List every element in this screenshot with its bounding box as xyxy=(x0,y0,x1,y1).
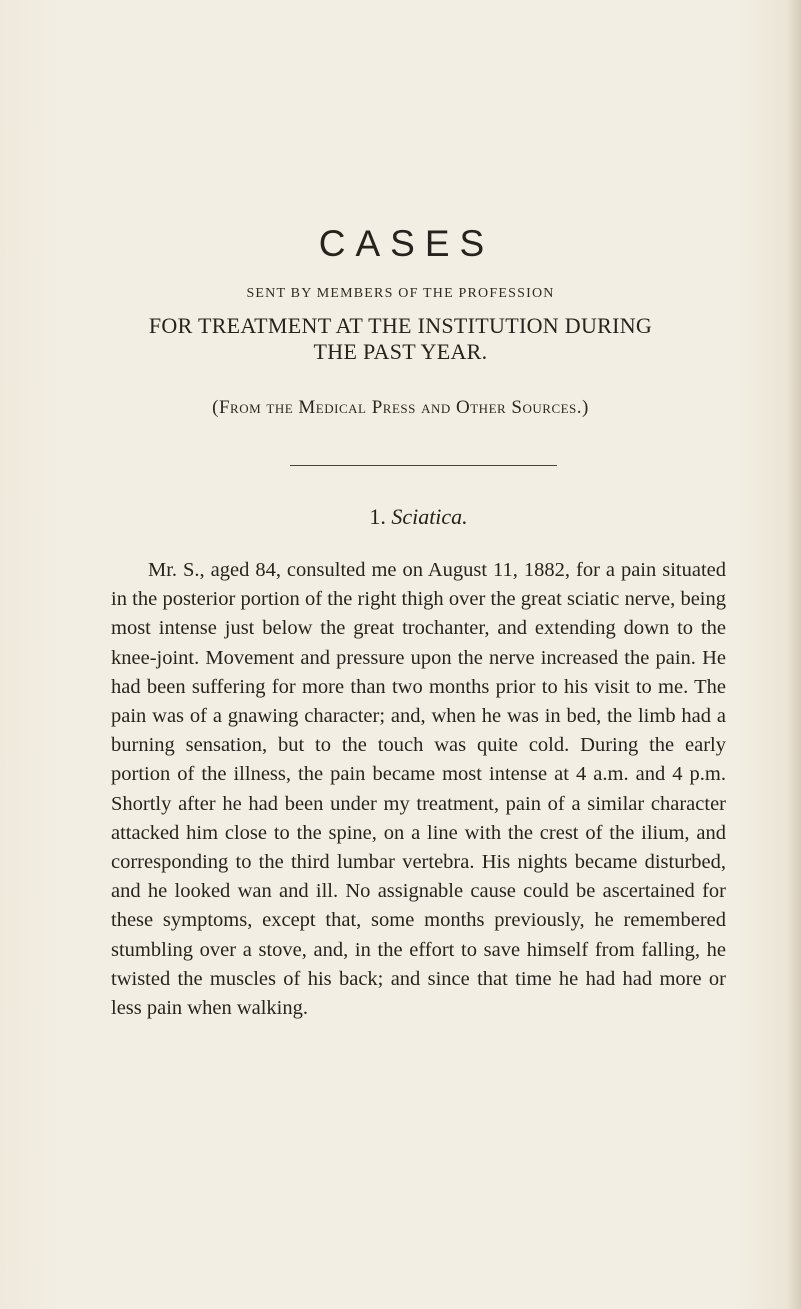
horizontal-rule xyxy=(290,465,557,466)
case-number: 1. xyxy=(369,504,386,529)
case-name: Sciatica. xyxy=(391,504,468,529)
section-heading-line-1: FOR TREATMENT AT THE INSTITUTION DURING xyxy=(148,313,653,338)
page-title: CASES xyxy=(318,223,495,264)
page-subtitle: SENT BY MEMBERS OF THE PROFESSION xyxy=(246,286,555,301)
source-note: (From the Medical Press and Other Sources.) xyxy=(212,397,589,418)
case-body-paragraph xyxy=(111,556,726,1023)
case-body-text: Mr. S., aged 84, consulted me on August 11, 1882, for a pain situated in the posterior portion of the right thigh over the great sciatic nerve, being most intense just below the great trochanter, and extending down to the knee-joint. Movement and pressure upon the nerve increased the pain. He had been suffering for more than two months prior to his visit to me. The pain was of a gnawing character; and, when he was in bed, the limb had a burning sensation, but to the touch was quite cold. During the early portion of the illness, the pain became most intense at 4 a.m. and 4 p.m. Shortly after he had been under my treatment, pain of a similar character attacked him close to the spine, on a line with the crest of the ilium, and corresponding to the third lumbar vertebra. His nights became disturbed, and he looked wan and ill. No assignable cause could be ascertained for these symptoms, except that, some months previously, he remembered stumbling over a stove, and, in the effort to save himself from falling, he twisted the muscles of his back; and since that time he had had more or less pain when walking. xyxy=(111,559,726,1020)
section-heading xyxy=(0,313,801,365)
page-edge-shadow xyxy=(787,0,801,1309)
section-heading-line-2: THE PAST YEAR. xyxy=(313,339,488,364)
case-heading xyxy=(18,504,801,530)
